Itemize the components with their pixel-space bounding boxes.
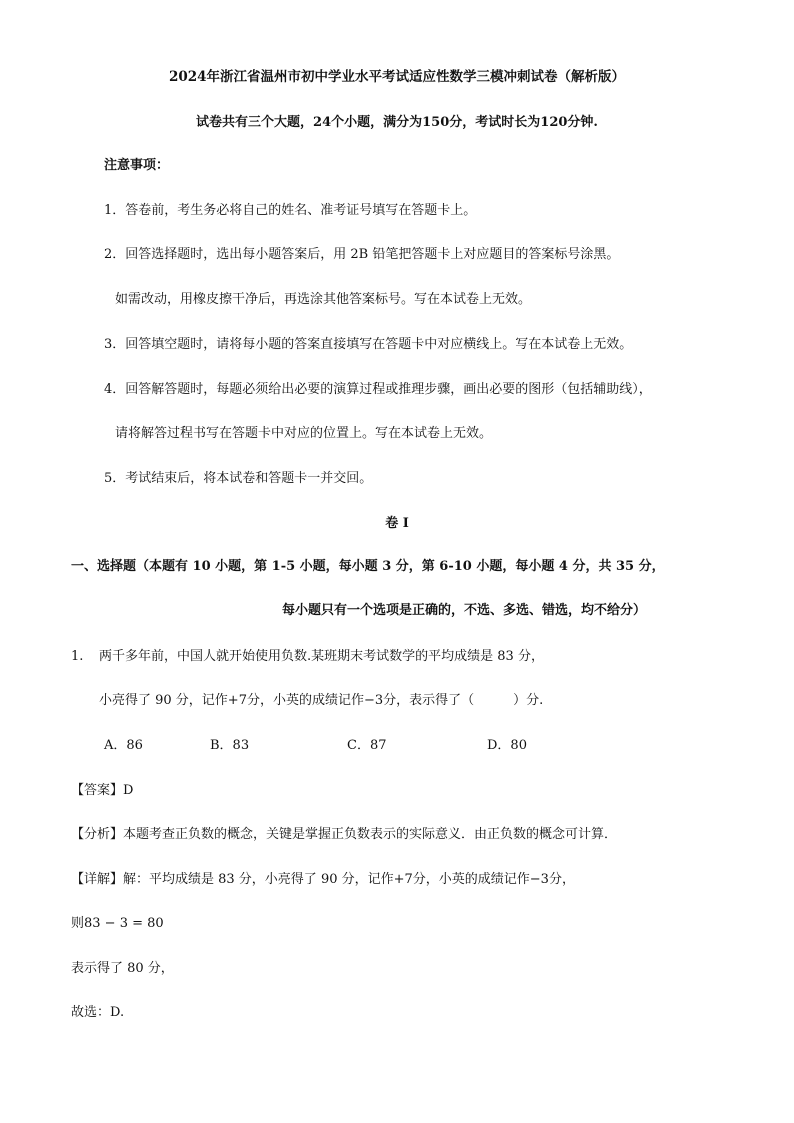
section-heading: 一、选择题（本题有 10 小题，第 1-5 小题，每小题 3 分，第 6-10 小题，每小题 4 分，共 35 分， (71, 559, 665, 574)
calculation-line: 则83 − 3 = 80 (71, 916, 164, 931)
detail-line: 【详解】解：平均成绩是 83 分，小亮得了 90 分，记作+7分，小英的成绩记作−3分， (71, 872, 575, 887)
notice-item-4: 4．回答解答题时，每题必须给出必要的演算过程或推理步骤，画出必要的图形（包括辅助线）， (104, 382, 652, 397)
exam-summary: 试卷共有三个大题，24个小题，满分为150分，考试时长为120分钟. (196, 115, 598, 130)
section-subheading: 每小题只有一个选项是正确的，不选、多选、错选，均不给分） (282, 603, 647, 618)
notice-item-2-continued: 如需改动，用橡皮擦干净后，再选涂其他答案标号。写在本试卷上无效。 (115, 292, 532, 307)
result-line: 表示得了 80 分， (71, 961, 174, 976)
notice-item-4-continued: 请将解答过程书写在答题卡中对应的位置上。写在本试卷上无效。 (115, 426, 493, 441)
notice-item-1: 1．答卷前，考生务必将自己的姓名、准考证号填写在答题卡上。 (104, 203, 477, 218)
analysis-line: 【分析】本题考查正负数的概念，关键是掌握正负数表示的实际意义．由正负数的概念可计算． (71, 827, 618, 842)
choice-line: 故选：D. (71, 1005, 125, 1020)
notice-heading: 注意事项： (104, 158, 170, 173)
question-1-stem: 两千多年前，中国人就开始使用负数.某班期末考试数学的平均成绩是 83 分， (99, 649, 544, 664)
question-1-number: 1. (71, 649, 84, 664)
notice-item-5: 5．考试结束后，将本试卷和答题卡一并交回。 (104, 471, 373, 486)
notice-item-3: 3．回答填空题时，请将每小题的答案直接填写在答题卡中对应横线上。写在本试卷上无效。 (104, 337, 633, 352)
question-1-option-c: C．87 (347, 738, 387, 753)
page-title: 2024年浙江省温州市初中学业水平考试适应性数学三模冲刺试卷（解析版） (168, 69, 626, 85)
question-1-stem-continued: 小亮得了 90 分，记作+7分，小英的成绩记作−3分，表示得了（ ）分. (99, 693, 544, 708)
question-1-option-a: A．86 (104, 738, 143, 753)
answer-line: 【答案】D (71, 783, 134, 798)
question-1-option-b: B．83 (210, 738, 250, 753)
notice-item-2: 2．回答选择题时，选出每小题答案后，用 2B 铅笔把答题卡上对应题目的答案标号涂黑。 (104, 247, 620, 262)
volume-heading: 卷 I (385, 516, 409, 531)
question-1-option-d: D．80 (487, 738, 527, 753)
